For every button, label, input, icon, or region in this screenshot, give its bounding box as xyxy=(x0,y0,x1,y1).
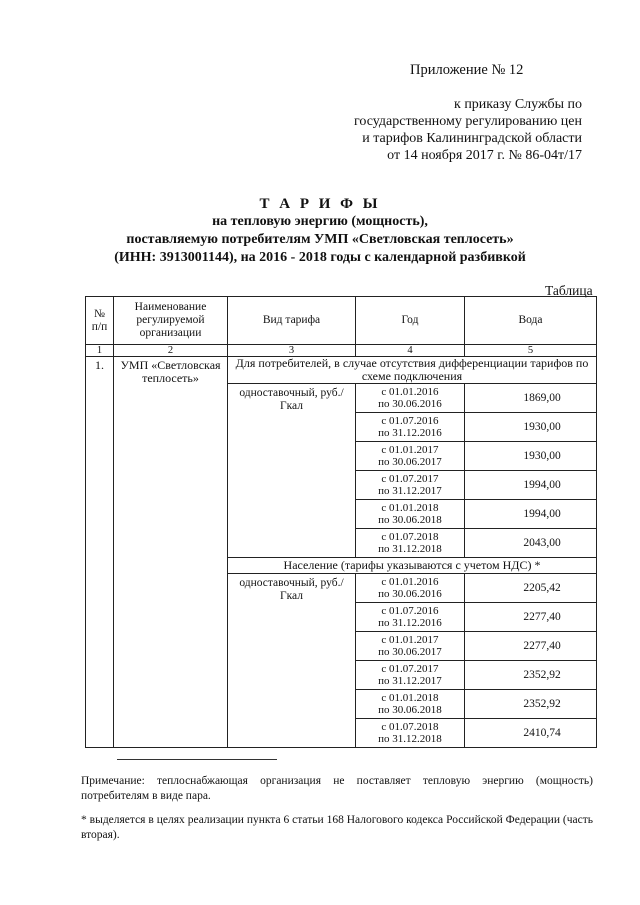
tariff-value: 2410,74 xyxy=(465,719,597,748)
tariff-type: одноставочный, руб./Гкал xyxy=(228,384,356,558)
order-reference xyxy=(354,96,582,164)
header-tariff-type: Вид тарифа xyxy=(228,297,356,345)
footnote-divider xyxy=(117,759,277,760)
section-header-row xyxy=(86,357,597,384)
period-to: по 31.12.2016 xyxy=(378,617,442,629)
tariff-value: 2352,92 xyxy=(465,690,597,719)
tariff-type: одноставочный, руб./Гкал xyxy=(228,574,356,748)
period-cell xyxy=(356,384,465,413)
period-from: с 01.01.2016 xyxy=(381,576,439,588)
period-from: с 01.07.2018 xyxy=(381,721,439,733)
period-to: по 31.12.2016 xyxy=(378,427,442,439)
period-cell xyxy=(356,719,465,748)
period-from: с 01.01.2018 xyxy=(381,692,439,704)
section-title: Население (тарифы указываются с учетом НДС) * xyxy=(228,558,597,574)
period-to: по 31.12.2018 xyxy=(378,733,442,745)
period-cell xyxy=(356,574,465,603)
order-line: к приказу Службы по xyxy=(454,97,582,112)
period-to: по 30.06.2018 xyxy=(378,514,442,526)
tariff-value: 2277,40 xyxy=(465,603,597,632)
column-number: 2 xyxy=(114,345,228,357)
period-to: по 31.12.2018 xyxy=(378,543,442,555)
period-cell xyxy=(356,529,465,558)
tariff-value: 2352,92 xyxy=(465,661,597,690)
period-cell xyxy=(356,413,465,442)
order-line: государственному регулированию цен xyxy=(354,114,582,129)
footnote-star: * выделяется в целях реализации пункта 6 статьи 168 Налогового кодекса Российской Федерации (часть вторая). xyxy=(81,814,593,841)
tariff-value: 2277,40 xyxy=(465,632,597,661)
tariff-value: 2205,42 xyxy=(465,574,597,603)
period-from: с 01.01.2017 xyxy=(381,634,439,646)
row-number: 1. xyxy=(86,357,114,748)
title-line-2: на тепловую энергию (мощность), xyxy=(212,214,428,229)
period-to: по 30.06.2017 xyxy=(378,646,442,658)
period-to: по 30.06.2018 xyxy=(378,704,442,716)
period-from: с 01.01.2017 xyxy=(381,444,439,456)
table-header-row xyxy=(86,297,597,345)
period-cell xyxy=(356,500,465,529)
tariff-value: 1994,00 xyxy=(465,500,597,529)
period-to: по 31.12.2017 xyxy=(378,675,442,687)
tariff-value: 1994,00 xyxy=(465,471,597,500)
title-line-1: Т А Р И Ф Ы xyxy=(259,196,381,212)
period-cell xyxy=(356,632,465,661)
column-number: 3 xyxy=(228,345,356,357)
period-to: по 31.12.2017 xyxy=(378,485,442,497)
title-line-3: поставляемую потребителям УМП «Светловская теплосеть» xyxy=(126,232,514,247)
appendix-number: Приложение № 12 xyxy=(410,62,524,78)
period-cell xyxy=(356,661,465,690)
period-cell xyxy=(356,442,465,471)
column-number: 5 xyxy=(465,345,597,357)
period-to: по 30.06.2016 xyxy=(378,398,442,410)
organization-name: УМП «Светловская теплосеть» xyxy=(114,357,228,748)
period-from: с 01.07.2016 xyxy=(381,415,439,427)
order-line: от 14 ноября 2017 г. № 86-04т/17 xyxy=(387,148,582,163)
header-organization: Наименование регулируемой организации xyxy=(114,297,228,345)
period-from: с 01.07.2016 xyxy=(381,605,439,617)
period-cell xyxy=(356,690,465,719)
period-cell xyxy=(356,471,465,500)
title-line-4: (ИНН: 3913001144), на 2016 - 2018 годы с календарной разбивкой xyxy=(114,250,526,265)
tariff-value: 1930,00 xyxy=(465,442,597,471)
tariff-value: 2043,00 xyxy=(465,529,597,558)
header-water: Вода xyxy=(465,297,597,345)
tariff-table xyxy=(85,296,597,748)
document-title xyxy=(0,195,640,267)
period-from: с 01.01.2018 xyxy=(381,502,439,514)
footnote-note: Примечание: теплоснабжающая организация не поставляет тепловую энергию (мощность) потребителям в виде пара. xyxy=(81,775,593,802)
header-number: № п/п xyxy=(86,297,114,345)
tariff-value: 1869,00 xyxy=(465,384,597,413)
period-from: с 01.07.2018 xyxy=(381,531,439,543)
column-number: 1 xyxy=(86,345,114,357)
period-to: по 30.06.2016 xyxy=(378,588,442,600)
period-to: по 30.06.2017 xyxy=(378,456,442,468)
period-from: с 01.01.2016 xyxy=(381,386,439,398)
tariff-value: 1930,00 xyxy=(465,413,597,442)
period-from: с 01.07.2017 xyxy=(381,663,439,675)
section-title: Для потребителей, в случае отсутствия дифференциации тарифов по схеме подключения xyxy=(228,357,597,384)
header-year: Год xyxy=(356,297,465,345)
period-cell xyxy=(356,603,465,632)
column-number: 4 xyxy=(356,345,465,357)
period-from: с 01.07.2017 xyxy=(381,473,439,485)
table-label: Таблица xyxy=(545,283,593,298)
order-line: и тарифов Калининградской области xyxy=(362,131,582,146)
column-numbers-row xyxy=(86,345,597,357)
